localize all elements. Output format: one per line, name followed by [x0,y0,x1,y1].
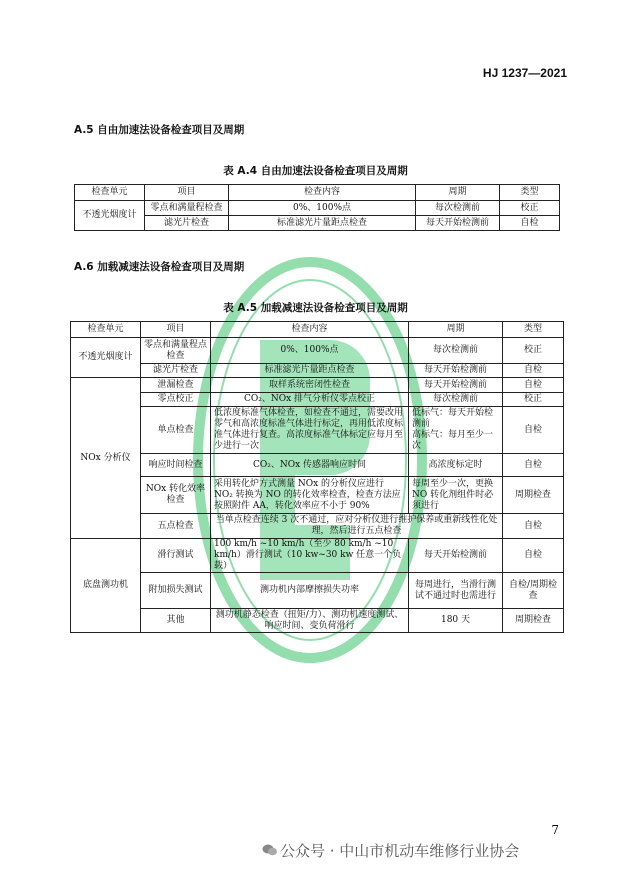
type-cell: 自检 [503,407,564,454]
item-cell: 滤光片检查 [145,216,229,231]
table-row [75,216,560,231]
table-row [71,539,564,573]
type-cell: 自检 [503,514,564,539]
header-cell: 检查内容 [229,185,416,201]
table-row [71,378,564,393]
wechat-icon [262,843,278,857]
table-a5-caption: 表 A.5 加载减速法设备检查项目及周期 [223,302,408,314]
table-row [71,364,564,378]
table-row [71,514,564,539]
table-a4-caption: 表 A.4 自由加速法设备检查项目及周期 [223,165,408,177]
period-cell: 低标气：每天开始检测前 高标气：每月至少一次 [409,407,503,454]
period-cell: 每周进行，当滑行测试不通过时也需进行 [409,573,503,609]
header-cell: 检查单元 [71,322,141,338]
type-cell: 自检 [503,454,564,477]
item-cell: NOx 转化效率检查 [141,477,211,514]
page-number: 7 [551,823,559,837]
type-cell: 校正 [503,393,564,407]
table-row [71,393,564,407]
content-cell: CO₂、NOx 传感器响应时间 [211,454,409,477]
item-cell: 附加损失测试 [141,573,211,609]
unit-cell: 不透光烟度计 [75,201,145,231]
content-cell: 取样系统密闭性检查 [211,378,409,393]
type-cell: 周期检查 [503,477,564,514]
type-cell: 校正 [503,338,564,364]
type-cell: 周期检查 [503,609,564,633]
table-row [71,477,564,514]
unit-cell: NOx 分析仪 [71,378,141,539]
item-cell: 零点和满量程点检查 [141,338,211,364]
type-cell: 自检 [500,216,560,231]
item-cell: 五点检查 [141,514,211,539]
content-cell: 采用转化炉方式测量 NOx 的分析仪应进行 NO₂ 转换为 NO 的转化效率检查，检查方法应按照附件 AA，转化效率应不小于 90% [211,477,409,514]
item-cell: 其他 [141,609,211,633]
period-cell: 每次检测前 [416,201,500,216]
content-cell: CO₂、NOx 排气分析仪零点校正 [211,393,409,407]
item-cell: 零点校正 [141,393,211,407]
content-cell: 0%、100%点 [211,338,409,364]
item-cell: 响应时间检查 [141,454,211,477]
table-row [71,573,564,609]
table-row [71,338,564,364]
header-cell: 项目 [141,322,211,338]
header-cell: 检查内容 [211,322,409,338]
content-cell: 标准滤光片量距点检查 [229,216,416,231]
header-cell: 类型 [503,322,564,338]
table-a4 [74,184,560,231]
item-cell: 零点和满量程检查 [145,201,229,216]
period-cell: 每周至少一次，更换 NO 转化剂组件时必须进行 [409,477,503,514]
unit-cell: 不透光烟度计 [71,338,141,378]
content-cell: 标准滤光片量距点检查 [211,364,409,378]
header-cell: 周期 [416,185,500,201]
content-cell: 测功机内部摩擦损失功率 [211,573,409,609]
header-cell: 周期 [409,322,503,338]
content-cell: 0%、100%点 [229,201,416,216]
content-cell: 测功机静态检查（扭矩/力）、测功机速度测试、响应时间、变负荷滑行 [211,609,409,633]
table-row [71,609,564,633]
unit-cell: 底盘测功机 [71,539,141,633]
header-cell: 类型 [500,185,560,201]
period-cell: 180 天 [409,609,503,633]
type-cell: 自检/周期检查 [503,573,564,609]
period-cell: 高浓度标定时 [409,454,503,477]
table-row [75,201,560,216]
period-cell: 每天开始检测前 [409,378,503,393]
type-cell: 自检 [503,539,564,573]
header-cell: 检查单元 [75,185,145,201]
period-cell: 每次检测前 [409,338,503,364]
section-a6-title: A.6 加载减速法设备检查项目及周期 [74,261,245,273]
table-row [71,454,564,477]
item-cell: 单点检查 [141,407,211,454]
table-row [71,407,564,454]
table-a5 [70,321,564,633]
footer-text: 公众号 · 中山市机动车维修行业协会 [280,842,520,860]
item-cell: 滑行测试 [141,539,211,573]
period-cell: 每次检测前 [409,393,503,407]
period-cell: 每天开始检测前 [416,216,500,231]
type-cell: 自检 [503,364,564,378]
content-cell: 低浓度标准气体检查，如检查不通过，需要改用零气和高浓度标准气体进行标定，再用低浓度标准气体进行复查。高浓度标准气体标定应每月至少进行一次 [211,407,409,454]
content-cell: 当单点检查连续 3 次不通过，应对分析仪进行维护保养或重新线性化处理，然后进行五点检查 [211,514,503,539]
header-cell: 项目 [145,185,229,201]
content-cell: 100 km/h ~10 km/h（至少 80 km/h ~10 km/h）滑行测试（10 kw~30 kw 任意一个负载） [211,539,409,573]
standard-id: HJ 1237—2021 [482,66,567,80]
period-cell: 每天开始检测前 [409,364,503,378]
item-cell: 滤光片检查 [141,364,211,378]
section-a5-title: A.5 自由加速法设备检查项目及周期 [74,124,245,136]
type-cell: 自检 [503,378,564,393]
item-cell: 泄漏检查 [141,378,211,393]
period-cell: 每天开始检测前 [409,539,503,573]
type-cell: 校正 [500,201,560,216]
